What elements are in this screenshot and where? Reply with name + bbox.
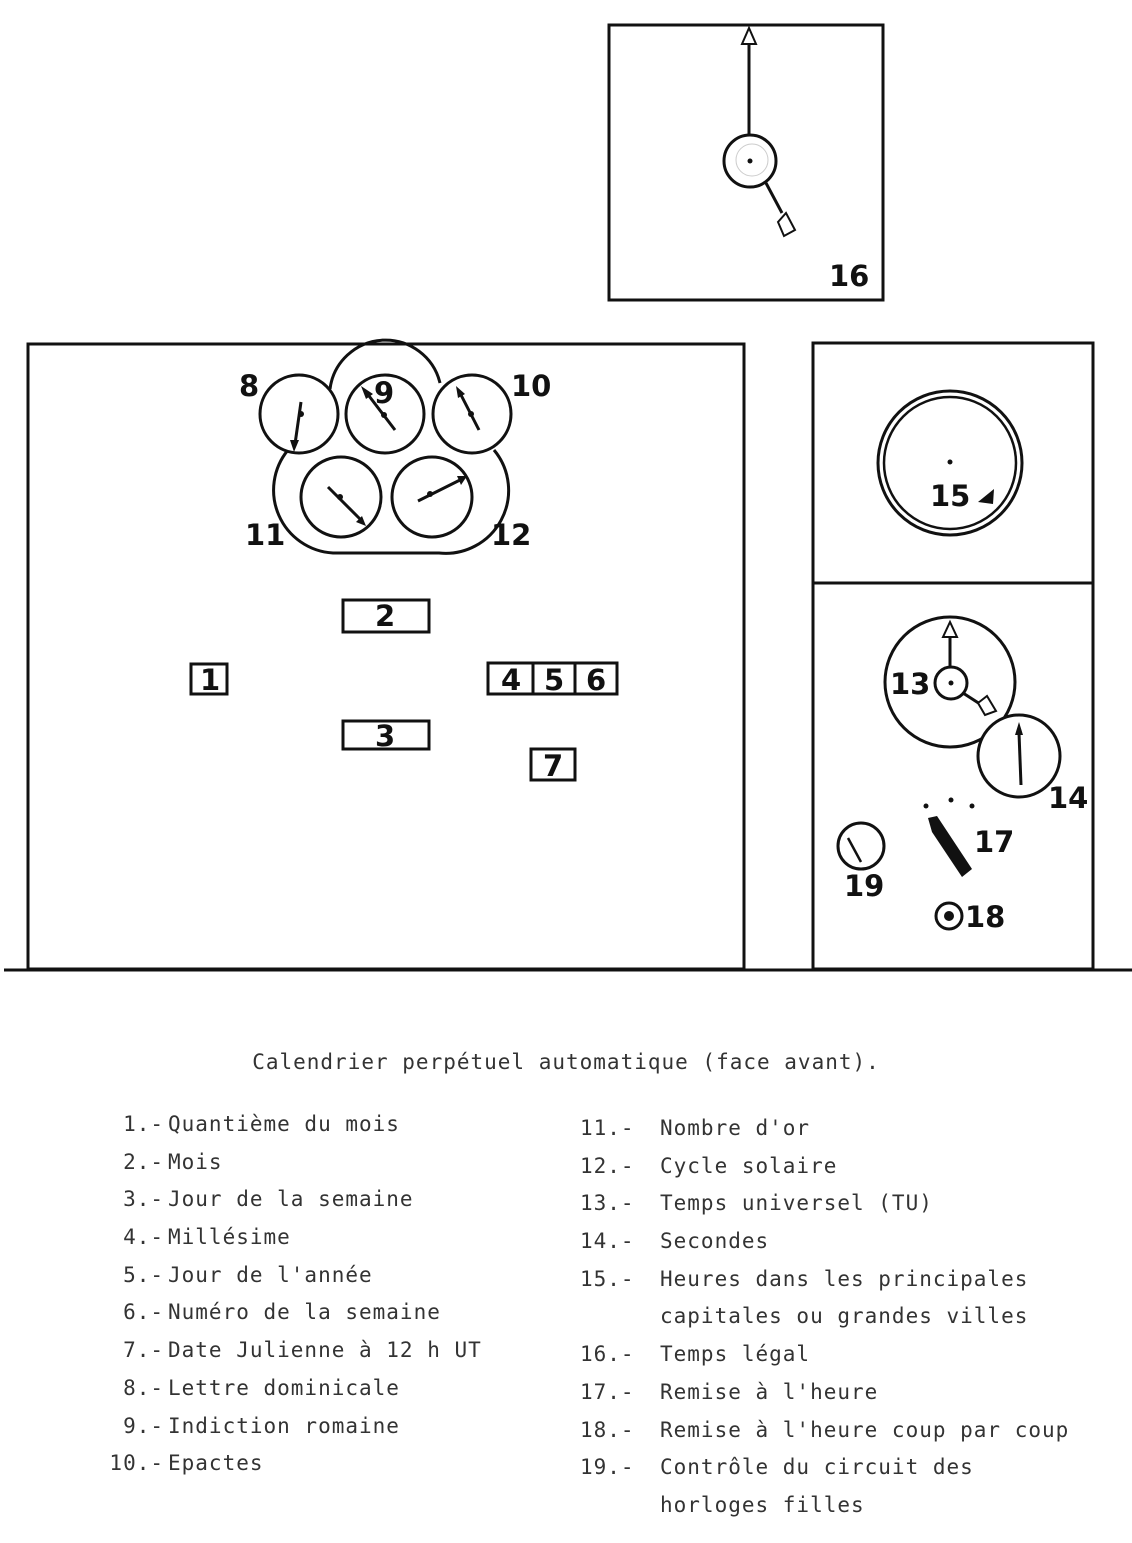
legend-number: 14.- xyxy=(580,1229,635,1254)
legend-item xyxy=(580,1261,1069,1299)
legend-item xyxy=(580,1374,1069,1412)
legend-item xyxy=(88,1219,482,1257)
legend-text: capitales ou grandes villes xyxy=(660,1304,1029,1329)
label-8: 8 xyxy=(239,369,260,403)
legend-number: 13.- xyxy=(580,1191,635,1216)
label-11: 11 xyxy=(245,518,286,552)
legend-number: 7.- xyxy=(123,1338,164,1363)
label-10: 10 xyxy=(511,369,552,403)
legend-text: Mois xyxy=(168,1149,223,1174)
legend-item xyxy=(580,1298,1069,1336)
legend-text: Numéro de la semaine xyxy=(168,1300,441,1325)
label-18: 18 xyxy=(965,900,1006,934)
legend-text: Indiction romaine xyxy=(168,1413,400,1438)
legend-number: 1.- xyxy=(123,1112,164,1136)
dial-solar-cycle xyxy=(392,457,472,537)
label-13: 13 xyxy=(890,667,931,701)
legend-text: Nombre d'or xyxy=(660,1116,811,1140)
label-5: 5 xyxy=(544,663,565,697)
label-17: 17 xyxy=(974,825,1015,859)
legend-number: 11.- xyxy=(580,1116,635,1140)
slave-clocks-indicator xyxy=(838,823,884,869)
legend-number: 6.- xyxy=(123,1300,164,1325)
legend-item xyxy=(580,1223,1069,1261)
label-6: 6 xyxy=(586,663,607,697)
legend-text: Remise à l'heure coup par coup xyxy=(660,1417,1070,1442)
legend-number: 16.- xyxy=(580,1342,635,1367)
legend-text: Contrôle du circuit des xyxy=(660,1455,974,1480)
label-19: 19 xyxy=(844,869,885,903)
legend-item xyxy=(88,1370,482,1408)
legend-text: Lettre dominicale xyxy=(168,1375,400,1400)
legend-number: 10.- xyxy=(109,1451,164,1476)
legend-item xyxy=(88,1106,482,1144)
legend-right xyxy=(580,1110,1069,1525)
legend-number: 8.- xyxy=(123,1375,164,1400)
legend-text: Date Julienne à 12 h UT xyxy=(168,1338,482,1363)
time-reset-lever[interactable] xyxy=(928,816,972,877)
label-1: 1 xyxy=(200,663,221,697)
panel-world-time xyxy=(813,343,1093,583)
label-7: 7 xyxy=(543,749,564,783)
legend-item xyxy=(580,1148,1069,1186)
legend-item xyxy=(580,1449,1069,1487)
legend-number: 12.- xyxy=(580,1153,635,1178)
legend-number: 19.- xyxy=(580,1455,635,1480)
legend-number: 4.- xyxy=(123,1225,164,1250)
label-3: 3 xyxy=(375,719,396,753)
legend-item xyxy=(88,1144,482,1182)
legend-item xyxy=(88,1445,482,1483)
legend-item xyxy=(88,1181,482,1219)
legend-item xyxy=(580,1336,1069,1374)
legend-text: Remise à l'heure xyxy=(660,1379,879,1404)
legend-item xyxy=(580,1487,1069,1525)
legend-text: Secondes xyxy=(660,1229,770,1254)
legend-text: Jour de l'année xyxy=(168,1262,373,1287)
legend-text: Temps universel (TU) xyxy=(660,1191,933,1216)
legend-item xyxy=(580,1412,1069,1450)
legend-number: 17.- xyxy=(580,1379,635,1404)
label-14: 14 xyxy=(1048,781,1089,815)
legend-text: Heures dans les principales xyxy=(660,1266,1029,1291)
label-2: 2 xyxy=(375,599,396,633)
label-9: 9 xyxy=(374,376,395,410)
label-15: 15 xyxy=(930,479,971,513)
legend-item xyxy=(580,1185,1069,1223)
legend-item xyxy=(88,1257,482,1295)
legend-number: 9.- xyxy=(123,1413,164,1438)
legend-item xyxy=(580,1110,1069,1148)
legend-number: 2.- xyxy=(123,1149,164,1174)
label-4: 4 xyxy=(501,663,522,697)
legend-text: Epactes xyxy=(168,1451,264,1476)
legend-item xyxy=(88,1332,482,1370)
figure-caption: Calendrier perpétuel automatique (face avant). xyxy=(252,1050,880,1074)
legend-number: 5.- xyxy=(123,1262,164,1287)
legend-left xyxy=(88,1106,482,1483)
legend-number: 3.- xyxy=(123,1187,164,1212)
label-16: 16 xyxy=(829,259,870,293)
legend-text: Millésime xyxy=(168,1225,291,1250)
label-12: 12 xyxy=(491,518,532,552)
legend-text: Jour de la semaine xyxy=(168,1187,414,1212)
legend-item xyxy=(88,1408,482,1446)
legend-text: horloges filles xyxy=(660,1492,865,1517)
legend-text: Cycle solaire xyxy=(660,1153,838,1178)
legend-text: Quantième du mois xyxy=(168,1112,400,1136)
legend-text: Temps légal xyxy=(660,1342,811,1367)
legend-number: 18.- xyxy=(580,1417,635,1442)
legend-number: 15.- xyxy=(580,1266,635,1291)
legend-item xyxy=(88,1294,482,1332)
